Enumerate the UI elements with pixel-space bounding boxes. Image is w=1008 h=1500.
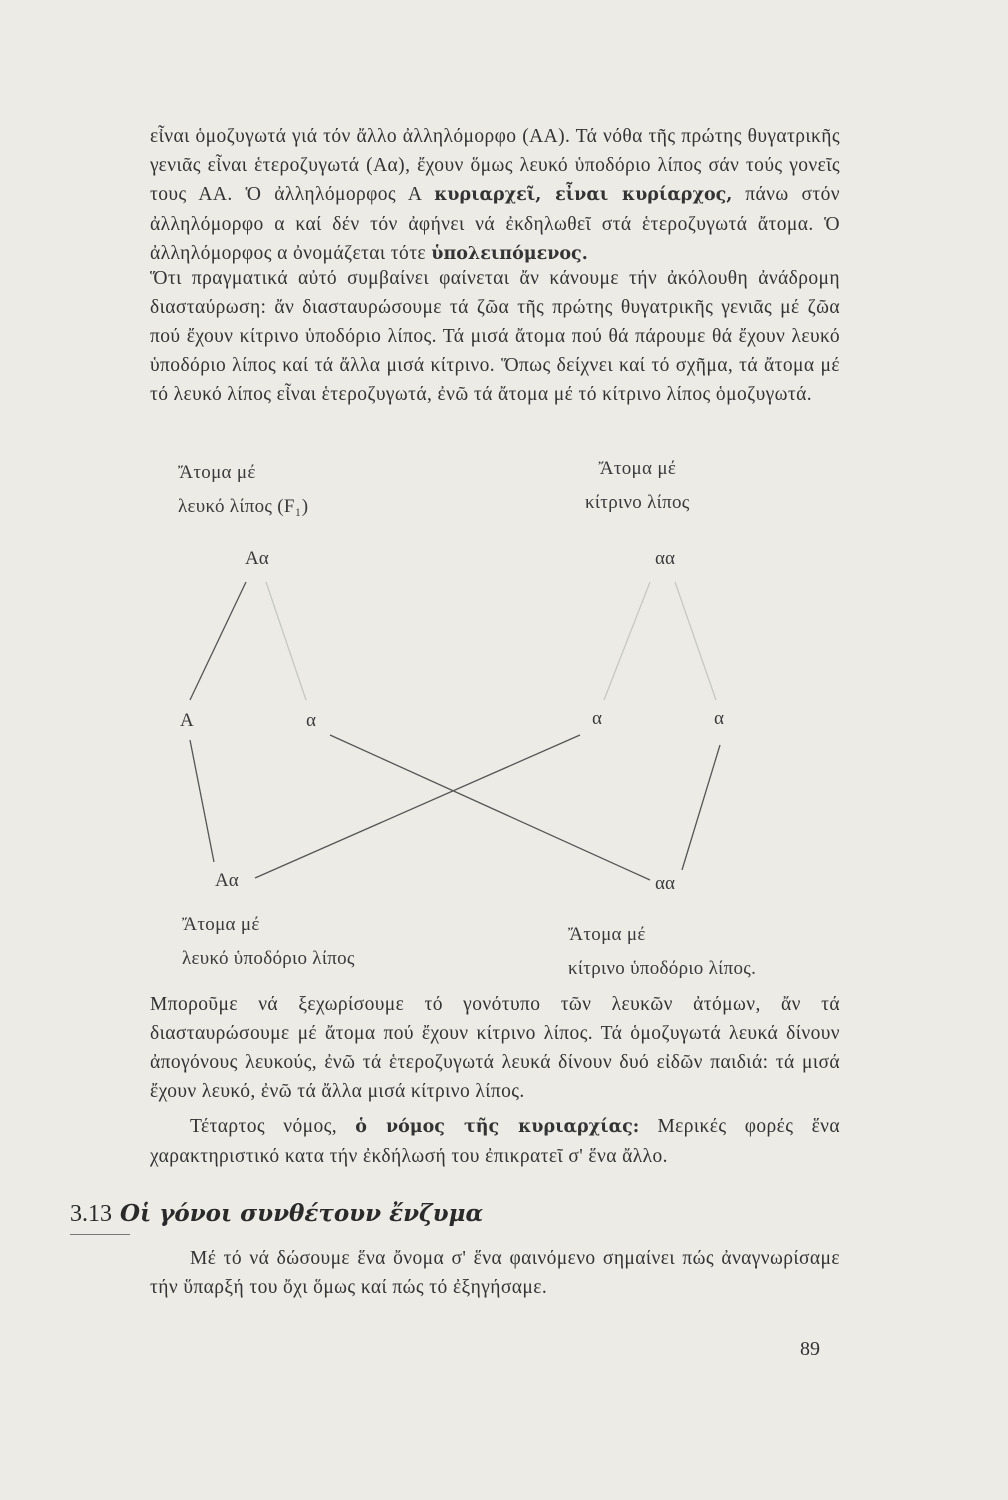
label-offspring-yellow bbox=[568, 918, 756, 986]
label-line: λευκό λίπος (F₁) bbox=[178, 496, 309, 517]
section-number: 3.13 bbox=[70, 1201, 112, 1227]
line-a-to-offspring-aa-right bbox=[682, 745, 720, 870]
gamete-a-middle: α bbox=[592, 708, 602, 729]
label-line: Ἄτομα μέ bbox=[598, 458, 677, 479]
paragraph-text: εἶναι ὁμοζυγωτά γιά τόν ἄλλο ἀλληλόμορφο (ΑΑ). Τά νόθα τῆς πρώτης θυγατρικῆς γενιᾶς εἶναι ἑτεροζυγωτά (Αα), ἔχουν ὅμως λευκό ὑποδόριο λίπος σάν τούς γονεῖς τους ΑΑ. Ὁ ἀλληλόμορφος Α bbox=[150, 126, 840, 205]
genotype-offspring-Aa: Αα bbox=[215, 870, 239, 891]
paragraph-text: πάνω στόν ἀλληλόμορφο α καί δέν τόν ἀφήνει νά ἐκδηλωθεῖ στά ἑτεροζυγωτά ἄτομα. Ὁ ἀλληλόμορφος α ὀνομάζεται τότε bbox=[150, 184, 841, 264]
label-line: κίτρινο λίπος bbox=[585, 492, 690, 513]
paragraph-text: Ὅτι πραγματικά αὐτό συμβαίνει φαίνεται ἄν κάνουμε τήν ἀκόλουθη ἀνάδρομη διασταύρωση: ἄν διασταυρώσουμε τά ζῶα τῆς πρώτης θυγατρικῆς γενιᾶς μέ ζῶα πού ἔχουν κίτρινο ὑποδόριο λίπος. Τά μισά ἄτομα πού θά πάρουμε θά ἔχουν λευκό ὑποδόριο λίπος καί τά ἄλλα μισά κίτρινο. Ὅπως δείχνει καί τό σχῆμα, τά ἄτομα μέ τό λευκό λίπος εἶναι ἑτεροζυγωτά, ἐνῶ τά ἄτομα μέ τό κίτρινο λίπος ὁμοζυγωτά. bbox=[150, 268, 840, 405]
line-parent-to-a-middle bbox=[604, 582, 650, 700]
gamete-A: Α bbox=[180, 710, 194, 731]
gamete-a-left: α bbox=[306, 710, 316, 731]
paragraph-text: Τέταρτος νόμος, bbox=[190, 1116, 356, 1137]
label-line: λευκό ὑποδόριο λίπος bbox=[182, 948, 355, 969]
paragraph-text: Μερικές φορές ἕνα χαρακτηριστικό κατα τήν ἐκδήλωσή του ἐπικρατεῖ σ' ἕνα ἄλλο. bbox=[150, 1116, 840, 1167]
label-line: Ἄτομα μέ bbox=[182, 914, 260, 935]
heading-underline bbox=[70, 1234, 130, 1235]
genotype-offspring-aa: αα bbox=[655, 873, 675, 894]
line-a-to-offspring-Aa bbox=[255, 735, 580, 878]
gamete-a-right: α bbox=[714, 708, 724, 729]
section-heading bbox=[70, 1200, 483, 1228]
line-A-to-offspring bbox=[190, 740, 214, 862]
paragraph-section-intro bbox=[150, 1244, 840, 1302]
genotype-parent-aa: αα bbox=[655, 548, 675, 569]
paragraph-text: Μποροῦμε νά ξεχωρίσουμε τό γονότυπο τῶν λευκῶν ἀτόμων, ἄν τά διασταυρώσουμε μέ ἄτομα πού ἔχουν κίτρινο λίπος. Τά ὁμοζυγωτά λευκά δίνουν ἀπογόνους λευκούς, ἐνῶ τά ἑτεροζυγωτά λευκά δίνουν δυό εἰδῶν παιδιά: τά μισά ἔχουν λευκό, ἐνῶ τά ἄλλα μισά κίτρινο λίπος. bbox=[150, 994, 840, 1102]
line-parent-to-a bbox=[266, 582, 306, 700]
label-line: κίτρινο ὑποδόριο λίπος. bbox=[568, 958, 757, 979]
label-line: Ἄτομα μέ bbox=[178, 462, 256, 483]
page-number: 89 bbox=[800, 1338, 820, 1360]
label-offspring-white bbox=[182, 908, 355, 976]
paragraph-genotype-test bbox=[150, 990, 840, 1106]
section-title: Οἱ γόνοι συνθέτουν ἔνζυμα bbox=[120, 1200, 484, 1227]
bold-term-recessive: ὑπολειπόμενος. bbox=[431, 244, 588, 264]
paragraph-text: Μέ τό νά δώσουμε ἕνα ὄνομα σ' ἕνα φαινόμενο σημαίνει πώς ἀναγνωρίσαμε τήν ὕπαρξή του ὄχι ὅμως καί πώς τό ἐξηγήσαμε. bbox=[150, 1248, 840, 1298]
bold-term-law-of-dominance: ὁ νόμος τῆς κυριαρχίας: bbox=[355, 1117, 640, 1137]
label-line: Ἄτομα μέ bbox=[568, 924, 646, 945]
line-parent-to-A bbox=[190, 582, 246, 700]
line-a-to-offspring-aa bbox=[330, 735, 650, 880]
bold-term-dominant: κυριαρχεῖ, εἶναι κυρίαρχος, bbox=[434, 185, 733, 205]
genotype-parent-Aa: Αα bbox=[245, 548, 269, 569]
paragraph-fourth-law bbox=[150, 1112, 840, 1171]
line-parent-to-a-right bbox=[675, 582, 716, 700]
